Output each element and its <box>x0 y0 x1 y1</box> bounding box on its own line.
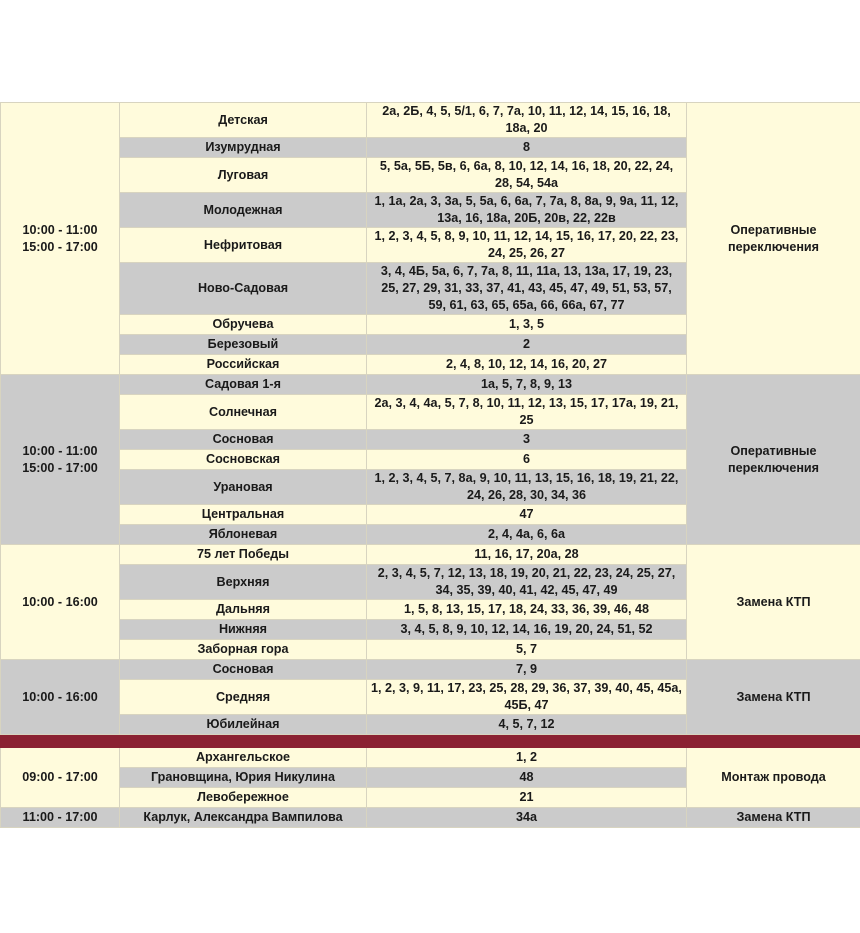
table-row <box>1 748 860 768</box>
work-type-cell: Оперативные переключения <box>687 375 860 545</box>
houses-cell: 1, 2, 3, 4, 5, 7, 8а, 9, 10, 11, 13, 15, 16, 18, 19, 21, 22, 24, 26, 28, 30, 34, 36 <box>367 470 687 505</box>
work-type-cell: Оперативные переключения <box>687 103 860 375</box>
street-cell: Луговая <box>120 158 367 193</box>
time-range: 10:00 - 16:00 <box>22 594 98 609</box>
schedule-body <box>1 103 860 828</box>
houses-cell: 48 <box>367 768 687 788</box>
houses-cell: 34а <box>367 808 687 828</box>
houses-cell: 47 <box>367 505 687 525</box>
time-cell <box>1 808 120 828</box>
work-type-cell: Монтаж провода <box>687 748 860 808</box>
time-range: 11:00 - 17:00 <box>22 810 98 824</box>
time-cell <box>1 375 120 545</box>
houses-cell: 1, 2 <box>367 748 687 768</box>
table-row <box>1 375 860 395</box>
houses-cell: 2, 3, 4, 5, 7, 12, 13, 18, 19, 20, 21, 22, 23, 24, 25, 27, 34, 35, 39, 40, 41, 42, 45, 47, 49 <box>367 565 687 600</box>
houses-cell: 5, 7 <box>367 640 687 660</box>
houses-cell: 2, 4, 8, 10, 12, 14, 16, 20, 27 <box>367 355 687 375</box>
street-cell: Сосновая <box>120 430 367 450</box>
houses-cell: 1а, 5, 7, 8, 9, 13 <box>367 375 687 395</box>
table-row <box>1 808 860 828</box>
time-range: 09:00 - 17:00 <box>22 770 98 784</box>
work-type-cell: Замена КТП <box>687 660 860 735</box>
houses-cell: 3, 4, 4Б, 5а, 6, 7, 7а, 8, 11, 11а, 13, 13а, 17, 19, 23, 25, 27, 29, 31, 33, 37, 41, 43, 45, 47, 49, 51, 53, 57, 59, 61, 63, 65, 65а, 66, 66а, 67, 77 <box>367 263 687 315</box>
street-cell: Детская <box>120 103 367 138</box>
street-cell: Карлук, Александра Вампилова <box>120 808 367 828</box>
time-cell <box>1 103 120 375</box>
street-cell: Березовый <box>120 335 367 355</box>
street-cell: Дальняя <box>120 600 367 620</box>
street-cell: Нефритовая <box>120 228 367 263</box>
work-type-cell: Замена КТП <box>687 808 860 828</box>
table-row <box>1 103 860 138</box>
street-cell: Урановая <box>120 470 367 505</box>
table-row <box>1 545 860 565</box>
street-cell: Нижняя <box>120 620 367 640</box>
street-cell: Грановщина, Юрия Никулина <box>120 768 367 788</box>
divider-bar <box>1 735 860 748</box>
houses-cell: 4, 5, 7, 12 <box>367 715 687 735</box>
street-cell: Ново-Садовая <box>120 263 367 315</box>
street-cell: Российская <box>120 355 367 375</box>
houses-cell: 5, 5а, 5Б, 5в, 6, 6а, 8, 10, 12, 14, 16, 18, 20, 22, 24, 28, 54, 54а <box>367 158 687 193</box>
houses-cell: 3, 4, 5, 8, 9, 10, 12, 14, 16, 19, 20, 24, 51, 52 <box>367 620 687 640</box>
houses-cell: 1, 2, 3, 9, 11, 17, 23, 25, 28, 29, 36, 37, 39, 40, 45, 45а, 45Б, 47 <box>367 680 687 715</box>
time-range: 15:00 - 17:00 <box>22 239 98 254</box>
time-range: 10:00 - 16:00 <box>22 689 98 704</box>
houses-cell: 1, 2, 3, 4, 5, 8, 9, 10, 11, 12, 14, 15, 16, 17, 20, 22, 23, 24, 25, 26, 27 <box>367 228 687 263</box>
houses-cell: 11, 16, 17, 20а, 28 <box>367 545 687 565</box>
houses-cell: 8 <box>367 138 687 158</box>
street-cell: 75 лет Победы <box>120 545 367 565</box>
street-cell: Левобережное <box>120 788 367 808</box>
street-cell: Архангельское <box>120 748 367 768</box>
houses-cell: 21 <box>367 788 687 808</box>
street-cell: Изумрудная <box>120 138 367 158</box>
work-type-cell: Замена КТП <box>687 545 860 660</box>
houses-cell: 3 <box>367 430 687 450</box>
outage-schedule-table <box>0 102 860 828</box>
houses-cell: 1, 1а, 2а, 3, 3а, 5, 5а, 6, 6а, 7, 7а, 8, 8а, 9, 9а, 11, 12, 13а, 16, 18а, 20Б, 20в, 22, 22в <box>367 193 687 228</box>
street-cell: Сосновая <box>120 660 367 680</box>
time-range: 10:00 - 11:00 <box>22 222 98 237</box>
houses-cell: 2а, 3, 4, 4а, 5, 7, 8, 10, 11, 12, 13, 15, 17, 17а, 19, 21, 25 <box>367 395 687 430</box>
time-cell <box>1 660 120 735</box>
street-cell: Яблоневая <box>120 525 367 545</box>
street-cell: Юбилейная <box>120 715 367 735</box>
table-row <box>1 660 860 680</box>
street-cell: Верхняя <box>120 565 367 600</box>
houses-cell: 1, 5, 8, 13, 15, 17, 18, 24, 33, 36, 39, 46, 48 <box>367 600 687 620</box>
houses-cell: 6 <box>367 450 687 470</box>
street-cell: Сосновская <box>120 450 367 470</box>
street-cell: Молодежная <box>120 193 367 228</box>
houses-cell: 2, 4, 4а, 6, 6а <box>367 525 687 545</box>
time-range: 15:00 - 17:00 <box>22 460 98 475</box>
street-cell: Садовая 1-я <box>120 375 367 395</box>
street-cell: Заборная гора <box>120 640 367 660</box>
houses-cell: 7, 9 <box>367 660 687 680</box>
time-cell <box>1 748 120 808</box>
street-cell: Солнечная <box>120 395 367 430</box>
houses-cell: 1, 3, 5 <box>367 315 687 335</box>
street-cell: Центральная <box>120 505 367 525</box>
houses-cell: 2а, 2Б, 4, 5, 5/1, 6, 7, 7а, 10, 11, 12, 14, 15, 16, 18, 18а, 20 <box>367 103 687 138</box>
houses-cell: 2 <box>367 335 687 355</box>
street-cell: Обручева <box>120 315 367 335</box>
time-range: 10:00 - 11:00 <box>22 443 98 458</box>
time-cell <box>1 545 120 660</box>
street-cell: Средняя <box>120 680 367 715</box>
section-divider <box>1 735 860 748</box>
